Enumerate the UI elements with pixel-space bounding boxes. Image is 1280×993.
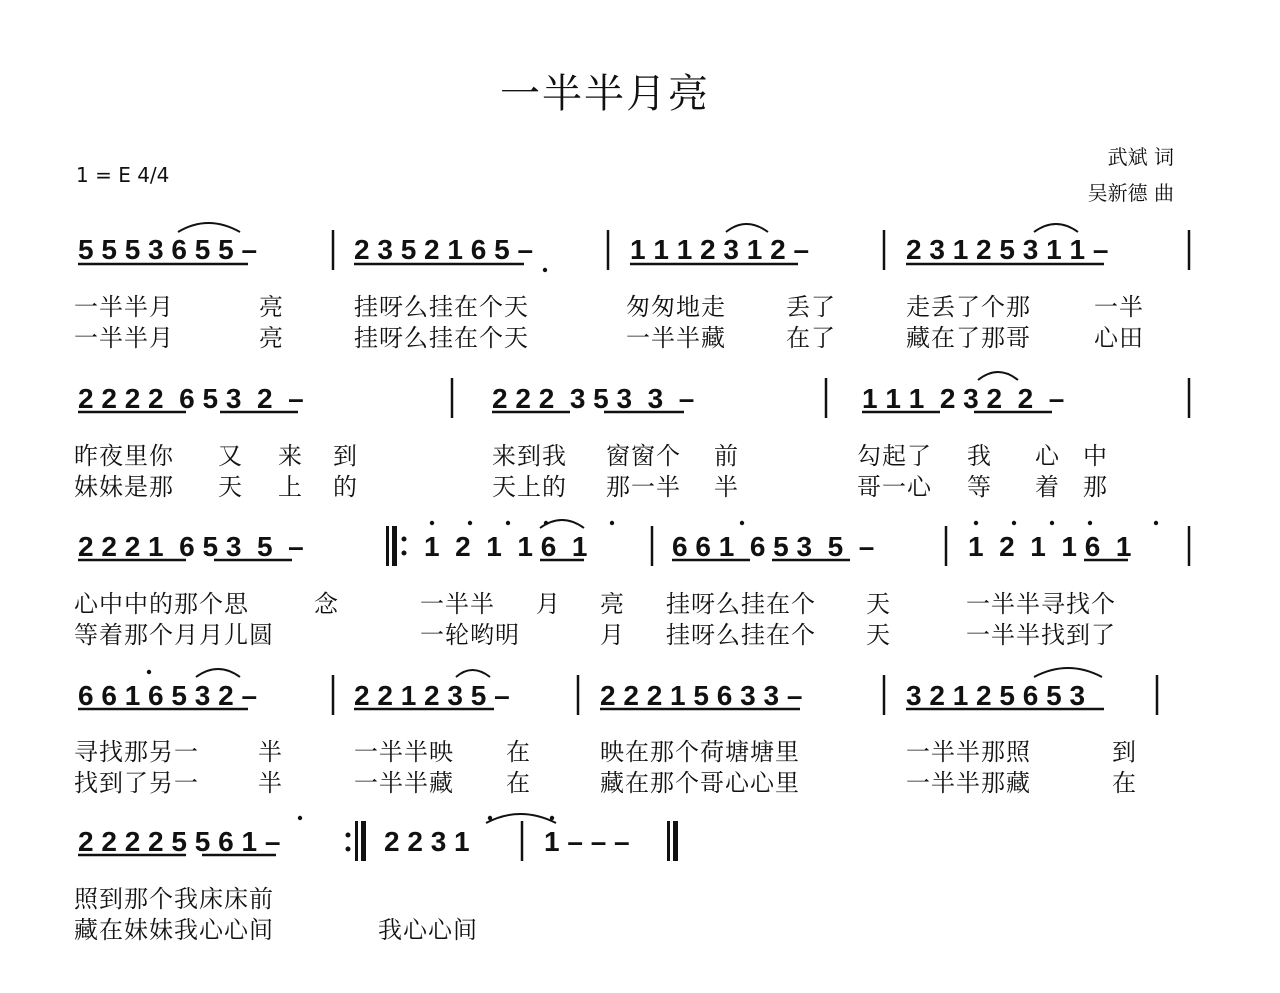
lyric: 亮 (259, 293, 284, 321)
slurs (178, 223, 1102, 823)
measure-notes: 2 2 1 2 3 5 – (354, 680, 510, 711)
lyric: 一半半寻找个 (966, 590, 1116, 618)
lyric: 月 (536, 590, 561, 618)
lyric: 妹妹是那 (74, 473, 174, 501)
lyric: 一半半月 (74, 324, 174, 352)
lyric: 一半半那照 (906, 738, 1031, 766)
lyric: 天 (218, 473, 243, 501)
lyric: 来 (278, 442, 303, 470)
lyric: 着 (1035, 473, 1060, 501)
lyric: 一半半藏 (626, 324, 726, 352)
composer-credit: 吴新德 曲 (1087, 181, 1174, 205)
lyric: 在了 (786, 324, 836, 352)
measure-notes: 1 1 1 2 3 1 2 – (630, 234, 810, 265)
lyric: 心田 (1094, 324, 1144, 352)
lyric: 那一半 (606, 473, 681, 501)
measure-notes: 2 3 5 2 1 6 5 – (354, 234, 534, 265)
key-signature: 1 = E 4/4 (76, 163, 170, 187)
lyric: 藏在那个哥心心里 (600, 769, 800, 797)
lyric: 找到了另一 (74, 769, 199, 797)
lyric: 心中中的那个思 (74, 590, 249, 618)
repeat-start-sign (386, 526, 407, 566)
lyric: 藏在妹妹我心心间 (74, 916, 274, 944)
lyric: 挂呀么挂在个天 (354, 293, 529, 321)
lyric: 我心心间 (378, 916, 478, 944)
repeat-end-sign (346, 821, 367, 861)
lyric: 我 (967, 442, 992, 470)
lyric: 勾起了 (857, 442, 932, 470)
lyric: 的 (333, 473, 358, 501)
measure-notes: 3 2 1 2 5 6 5 3 (906, 680, 1086, 711)
lyric: 到 (333, 442, 358, 470)
lyric: 来到我 (492, 442, 567, 470)
lyric: 一半 (1094, 293, 1144, 321)
measure-notes: 1 – – – (544, 826, 630, 857)
measure-notes: 2 2 2 1 6 5 3 5 – (78, 531, 304, 562)
lyric: 一半半藏 (354, 769, 454, 797)
lyric: 挂呀么挂在个天 (354, 324, 529, 352)
measure-notes: 1 2 1 1 6 1 (424, 531, 588, 562)
lyric: 月 (600, 621, 625, 649)
measure-notes: 1 1 1 2 3 2 2 – (862, 383, 1065, 414)
lyric: 天 (866, 621, 891, 649)
lyric: 天上的 (492, 473, 567, 501)
lyric: 照到那个我床床前 (74, 885, 274, 913)
lyric: 一半半月 (74, 293, 174, 321)
lyric: 等 (967, 473, 992, 501)
lyric: 一半半 (420, 590, 495, 618)
measure-notes: 6 6 1 6 5 3 5 – (672, 531, 875, 562)
lyric: 哥一心 (857, 473, 932, 501)
lyric: 匆匆地走 (626, 293, 726, 321)
lyric: 寻找那另一 (74, 738, 199, 766)
lyric: 一轮哟明 (420, 621, 520, 649)
lyric: 到 (1112, 738, 1137, 766)
final-barline (667, 821, 678, 861)
lyric: 走丢了个那 (906, 293, 1031, 321)
lyric: 心 (1035, 442, 1060, 470)
lyric: 藏在了那哥 (906, 324, 1031, 352)
lyric: 上 (278, 473, 303, 501)
lyric: 亮 (259, 324, 284, 352)
lyric: 在 (506, 738, 531, 766)
measure-notes: 2 3 1 2 5 3 1 1 – (906, 234, 1109, 265)
lyric: 映在那个荷塘塘里 (600, 738, 800, 766)
lyric: 挂呀么挂在个 (666, 621, 816, 649)
lyric: 天 (866, 590, 891, 618)
lyric: 窗窗个 (606, 442, 681, 470)
lyric: 在 (1112, 769, 1137, 797)
lyric: 半 (258, 769, 283, 797)
lyric: 一半半映 (354, 738, 454, 766)
measure-notes: 6 6 1 6 5 3 2 – (78, 680, 258, 711)
measure-notes: 2 2 2 2 5 5 6 1 – (78, 826, 281, 857)
lyric: 挂呀么挂在个 (666, 590, 816, 618)
lyric: 昨夜里你 (74, 442, 174, 470)
lyric: 半 (714, 473, 739, 501)
lyric: 在 (506, 769, 531, 797)
song-title: 一半半月亮 (500, 71, 710, 117)
measure-notes: 1 2 1 1 6 1 (968, 531, 1132, 562)
lyric: 那 (1083, 473, 1108, 501)
lyric: 亮 (600, 590, 625, 618)
lyric: 丢了 (786, 293, 836, 321)
measure-notes: 2 2 2 3 5 3 3 – (492, 383, 695, 414)
measure-notes: 2 2 2 2 6 5 3 2 – (78, 383, 304, 414)
lyric: 半 (258, 738, 283, 766)
lyric: 前 (714, 442, 739, 470)
lyric: 又 (218, 442, 243, 470)
measure-notes: 2 2 3 1 (384, 826, 470, 857)
measure-notes: 5 5 5 3 6 5 5 – (78, 234, 258, 265)
lyric: 一半半那藏 (906, 769, 1031, 797)
lyric: 中 (1083, 442, 1108, 470)
lyric: 念 (314, 590, 339, 618)
measure-notes: 2 2 2 1 5 6 3 3 – (600, 680, 803, 711)
lyricist-credit: 武斌 词 (1107, 145, 1174, 169)
lyric: 等着那个月月儿圆 (74, 621, 274, 649)
lyric: 一半半找到了 (966, 621, 1116, 649)
